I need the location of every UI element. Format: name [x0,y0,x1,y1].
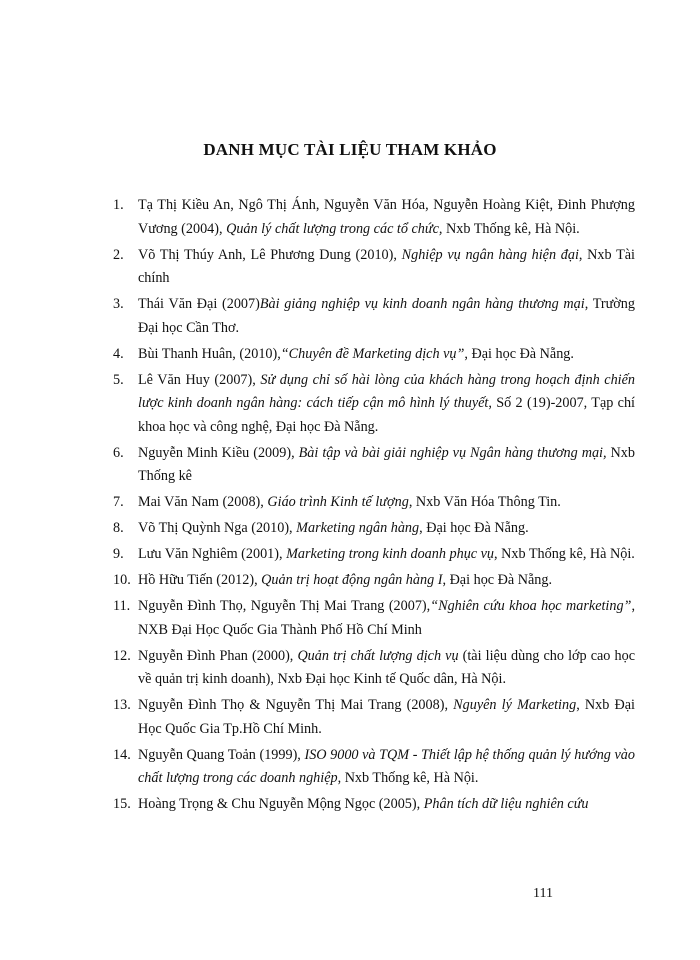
reference-title: Sử dụng chỉ số hài lòng của khách hàng trong hoạch định chiến lược kinh doanh ngân hàng: cách tiếp cận mô hình lý thuyết [138,371,635,411]
reference-text: Nguyễn Quang Toản (1999), [138,746,305,763]
reference-text: , Đại học Đà Nẵng. [442,572,552,588]
reference-item [113,442,635,489]
reference-number: 7. [113,494,124,510]
reference-number: 3. [113,296,124,312]
reference-title: Phân tích dữ liệu nghiên cứu [423,796,589,812]
reference-number: 15. [113,796,131,812]
reference-text: Thái Văn Đại (2007) [138,296,260,312]
reference-text: , NXB Đại Học Quốc Gia Thành Phố Hồ Chí Minh [138,598,635,638]
reference-text: Tạ Thị Kiều An, Ngô Thị Ánh, Nguyễn Văn Hóa, Nguyễn Hoàng Kiệt, Đinh Phượng Vương (2004), [138,197,635,237]
reference-title: “Chuyên đề Marketing dịch vụ” [280,345,465,362]
reference-text: Lưu Văn Nghiêm (2001), [138,546,287,562]
reference-text: Nguyễn Đình Phan (2000), [138,647,298,664]
reference-text: (tài liệu dùng cho lớp cao học về quản trị kinh doanh), Nxb Đại học Kinh tế Quốc dân, Hà Nội. [138,647,635,687]
reference-title: Marketing ngân hàng [296,520,420,536]
reference-text: , Nxb Tài chính [138,246,635,286]
reference-number: 11. [113,598,131,614]
reference-text: Võ Thị Thúy Anh, Lê Phương Dung (2010), [138,246,402,263]
reference-title: Bài tập và bài giải nghiệp vụ Ngân hàng thương mại, [298,444,607,461]
reference-item [113,293,635,340]
reference-item [113,744,635,791]
page-title: DANH MỤC TÀI LIỆU THAM KHẢO [203,140,497,159]
reference-text: Hoàng Trọng & Chu Nguyễn Mộng Ngọc (2005), [138,796,424,812]
reference-item [113,595,635,642]
reference-item [113,694,635,741]
reference-number: 2. [113,246,124,263]
reference-title: “Nghiên cứu khoa học marketing” [430,598,632,614]
reference-number: 12. [113,647,131,664]
reference-item [113,569,635,593]
reference-text: , Đại học Đà Nẵng. [464,345,574,362]
reference-number: 1. [113,197,124,213]
reference-number: 13. [113,697,131,713]
reference-number: 14. [113,746,131,763]
reference-text: Nguyễn Đình Thọ, Nguyễn Thị Mai Trang (2007), [138,598,431,614]
reference-text: , Số 2 (19)-2007, Tạp chí khoa học và công nghệ, Đại học Đà Nẵng. [138,395,635,435]
reference-text: Mai Văn Nam (2008), [138,494,268,510]
reference-item [113,491,635,515]
reference-title: ISO 9000 và TQM - Thiết lập hệ thống quản lý hướng vào chất lượng trong các doanh nghiệp [138,746,635,786]
reference-title: Nguyên lý Marketing [453,697,577,713]
reference-number: 10. [113,572,131,588]
reference-item [113,194,635,241]
reference-title: Nghiệp vụ ngân hàng hiện đại [401,246,579,263]
reference-text: Võ Thị Quỳnh Nga (2010), [138,520,297,536]
reference-title: Quản trị hoạt động ngân hàng I [261,572,443,588]
reference-text: Nguyễn Minh Kiều (2009), [138,444,299,461]
reference-item [113,543,635,567]
page-number: 111 [533,886,553,901]
reference-text: , Nxb Văn Hóa Thông Tin. [408,494,561,510]
reference-text: Nxb Thống kê [138,444,635,484]
reference-number: 5. [113,371,124,388]
reference-title: Quản lý chất lượng trong các tổ chức, [226,220,443,237]
reference-title: Giáo trình Kinh tế lượng [267,494,409,510]
reference-item [113,369,635,440]
reference-number: 9. [113,546,124,562]
reference-number: 8. [113,520,124,536]
reference-text: Hồ Hữu Tiến (2012), [138,572,262,588]
reference-text: Lê Văn Huy (2007), [138,371,261,388]
reference-title: Marketing trong kinh doanh phục vụ [286,546,495,562]
reference-number: 6. [113,444,124,461]
reference-text: , Nxb Thống kê, Hà Nội. [337,770,479,786]
reference-title: Quản trị chất lượng dịch vụ [297,647,459,664]
reference-number: 4. [113,345,124,362]
reference-text: Bùi Thanh Huân, (2010), [138,345,281,362]
reference-item [113,343,635,367]
reference-text: , Nxb Thống kê, Hà Nội. [494,546,635,562]
reference-list [113,194,635,819]
reference-item [113,517,635,541]
reference-text: Nxb Thống kê, Hà Nội. [442,220,580,237]
reference-title: Bài giảng nghiệp vụ kinh doanh ngân hàng thương mại [259,296,585,312]
reference-item [113,244,635,291]
reference-text: Nguyễn Đình Thọ & Nguyễn Thị Mai Trang (2008), [138,697,454,713]
reference-text: , Trường Đại học Cần Thơ. [138,296,635,336]
reference-text: , Đại học Đà Nẵng. [419,520,529,536]
reference-item [113,793,635,817]
reference-item [113,645,635,692]
reference-text: , Nxb Đại Học Quốc Gia Tp.Hồ Chí Minh. [138,697,635,737]
